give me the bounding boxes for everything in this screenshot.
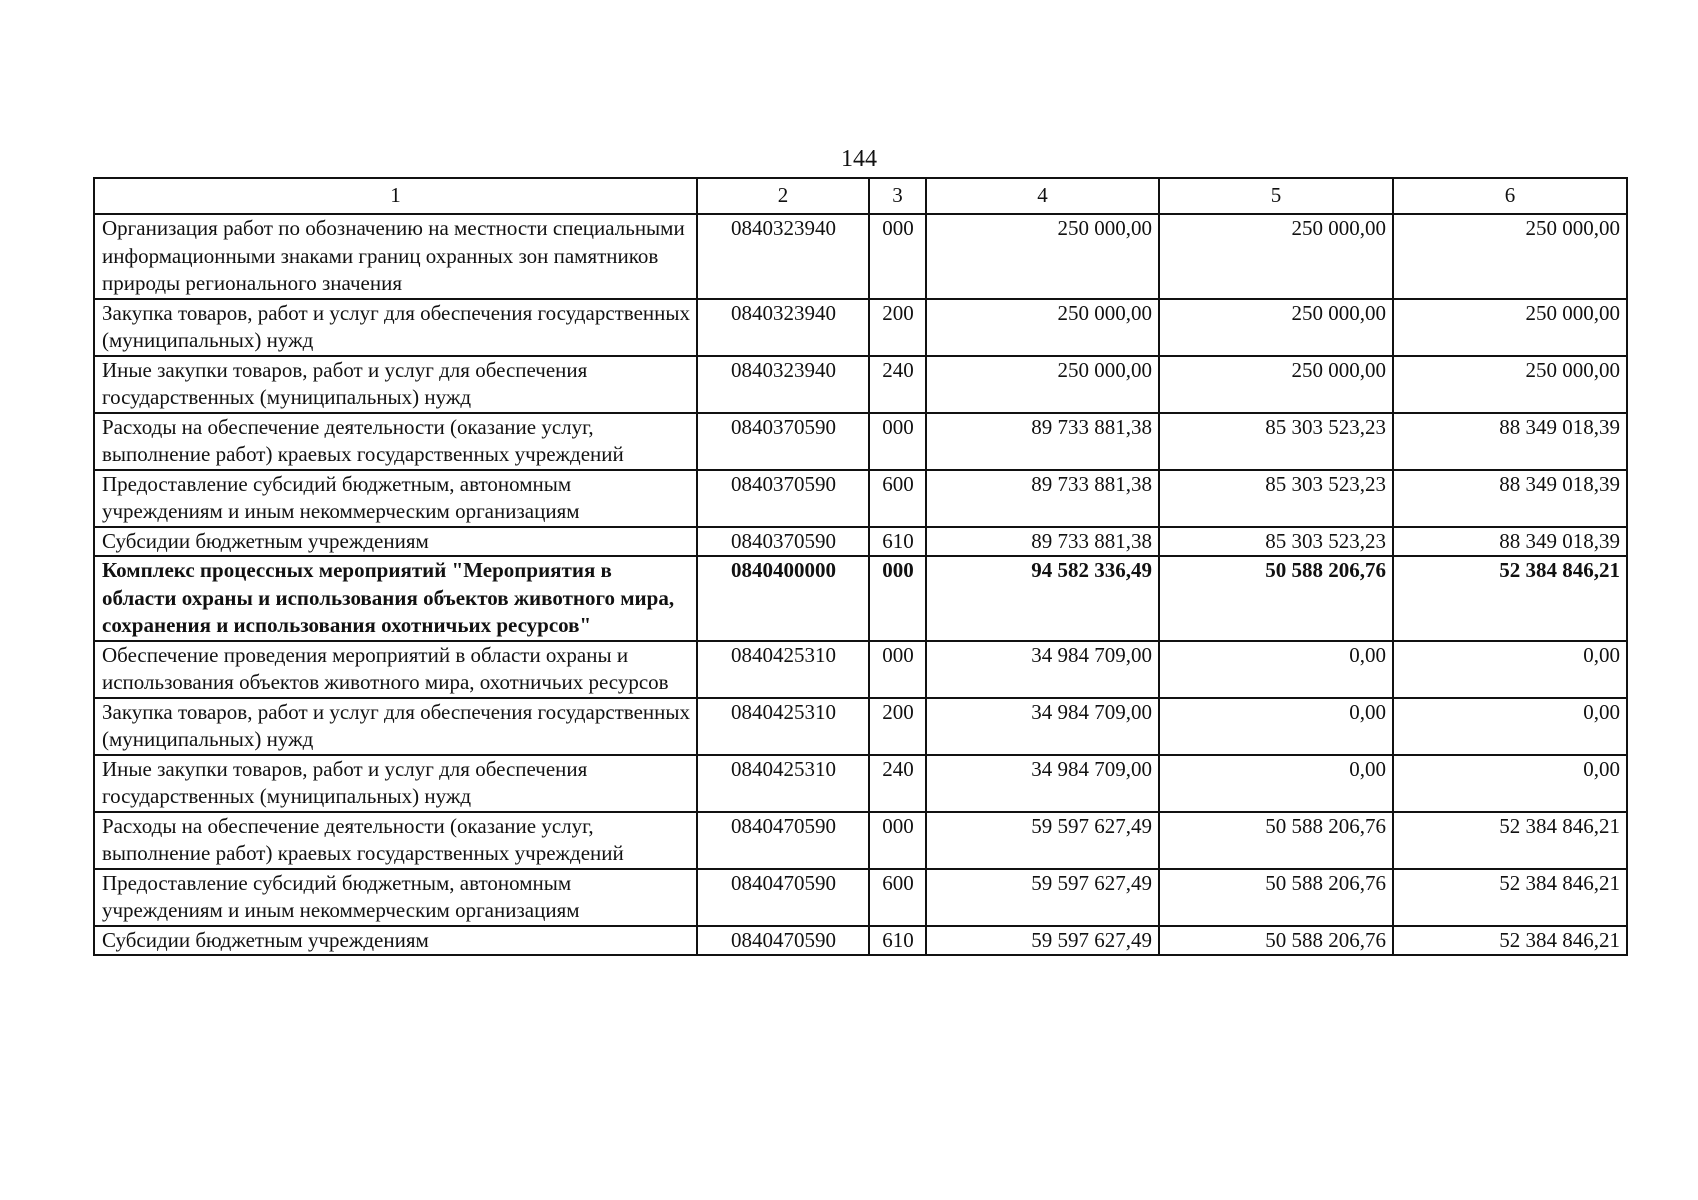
amount-col-5: 250 000,00 (1159, 214, 1393, 299)
table-row (94, 812, 1627, 869)
table-row (94, 527, 1627, 557)
amount-col-5: 85 303 523,23 (1159, 470, 1393, 527)
table-header-row (94, 178, 1627, 214)
table-row (94, 413, 1627, 470)
table-row (94, 356, 1627, 413)
amount-col-6: 88 349 018,39 (1393, 527, 1627, 557)
amount-col-4: 89 733 881,38 (926, 413, 1159, 470)
amount-col-5: 250 000,00 (1159, 299, 1393, 356)
target-code: 0840470590 (697, 869, 869, 926)
expense-name: Организация работ по обозначению на местности специальными информационными знаками границ охранных зон памятников природы регионального значения (94, 214, 697, 299)
amount-col-5: 0,00 (1159, 698, 1393, 755)
amount-col-4: 59 597 627,49 (926, 812, 1159, 869)
expense-type-code: 600 (869, 470, 926, 527)
target-code: 0840425310 (697, 698, 869, 755)
amount-col-5: 50 588 206,76 (1159, 556, 1393, 641)
expense-name: Субсидии бюджетным учреждениям (94, 527, 697, 557)
expense-name: Иные закупки товаров, работ и услуг для обеспечения государственных (муниципальных) нужд (94, 755, 697, 812)
table-row (94, 755, 1627, 812)
column-header-1: 1 (94, 178, 697, 214)
amount-col-4: 59 597 627,49 (926, 869, 1159, 926)
column-header-3: 3 (869, 178, 926, 214)
column-header-5: 5 (1159, 178, 1393, 214)
expense-type-code: 000 (869, 812, 926, 869)
amount-col-5: 85 303 523,23 (1159, 527, 1393, 557)
table-row (94, 470, 1627, 527)
expense-name: Закупка товаров, работ и услуг для обеспечения государственных (муниципальных) нужд (94, 698, 697, 755)
expense-type-code: 600 (869, 869, 926, 926)
table-row-section (94, 556, 1627, 641)
expense-name: Иные закупки товаров, работ и услуг для обеспечения государственных (муниципальных) нужд (94, 356, 697, 413)
amount-col-6: 52 384 846,21 (1393, 812, 1627, 869)
table-row (94, 869, 1627, 926)
target-code: 0840425310 (697, 755, 869, 812)
amount-col-5: 85 303 523,23 (1159, 413, 1393, 470)
table-row (94, 926, 1627, 956)
column-header-2: 2 (697, 178, 869, 214)
amount-col-5: 50 588 206,76 (1159, 812, 1393, 869)
amount-col-6: 52 384 846,21 (1393, 926, 1627, 956)
table-row (94, 698, 1627, 755)
target-code: 0840370590 (697, 527, 869, 557)
amount-col-5: 50 588 206,76 (1159, 926, 1393, 956)
amount-col-5: 50 588 206,76 (1159, 869, 1393, 926)
target-code: 0840470590 (697, 926, 869, 956)
amount-col-4: 89 733 881,38 (926, 527, 1159, 557)
target-code: 0840425310 (697, 641, 869, 698)
expense-name: Закупка товаров, работ и услуг для обеспечения государственных (муниципальных) нужд (94, 299, 697, 356)
amount-col-6: 52 384 846,21 (1393, 556, 1627, 641)
amount-col-6: 52 384 846,21 (1393, 869, 1627, 926)
amount-col-4: 250 000,00 (926, 214, 1159, 299)
amount-col-6: 250 000,00 (1393, 299, 1627, 356)
expense-type-code: 200 (869, 299, 926, 356)
expense-name: Субсидии бюджетным учреждениям (94, 926, 697, 956)
table-row (94, 299, 1627, 356)
amount-col-5: 0,00 (1159, 755, 1393, 812)
expense-name: Расходы на обеспечение деятельности (оказание услуг, выполнение работ) краевых государственных учреждений (94, 812, 697, 869)
amount-col-6: 0,00 (1393, 698, 1627, 755)
target-code: 0840323940 (697, 299, 869, 356)
budget-table (93, 177, 1628, 956)
amount-col-4: 59 597 627,49 (926, 926, 1159, 956)
expense-type-code: 000 (869, 214, 926, 299)
expense-type-code: 610 (869, 926, 926, 956)
expense-type-code: 000 (869, 556, 926, 641)
amount-col-6: 250 000,00 (1393, 214, 1627, 299)
target-code: 0840323940 (697, 214, 869, 299)
amount-col-4: 34 984 709,00 (926, 698, 1159, 755)
page-number: 144 (841, 146, 877, 172)
expense-type-code: 200 (869, 698, 926, 755)
expense-name: Расходы на обеспечение деятельности (оказание услуг, выполнение работ) краевых государственных учреждений (94, 413, 697, 470)
amount-col-4: 250 000,00 (926, 356, 1159, 413)
expense-name: Обеспечение проведения мероприятий в области охраны и использования объектов животного мира, охотничьих ресурсов (94, 641, 697, 698)
column-header-6: 6 (1393, 178, 1627, 214)
amount-col-4: 34 984 709,00 (926, 641, 1159, 698)
amount-col-4: 94 582 336,49 (926, 556, 1159, 641)
expense-name: Предоставление субсидий бюджетным, автономным учреждениям и иным некоммерческим организациям (94, 869, 697, 926)
amount-col-5: 0,00 (1159, 641, 1393, 698)
expense-name: Комплекс процессных мероприятий "Мероприятия в области охраны и использования объектов животного мира, сохранения и использования охотничьих ресурсов" (94, 556, 697, 641)
column-header-4: 4 (926, 178, 1159, 214)
expense-type-code: 000 (869, 413, 926, 470)
expense-type-code: 240 (869, 755, 926, 812)
amount-col-4: 34 984 709,00 (926, 755, 1159, 812)
table-row (94, 641, 1627, 698)
amount-col-6: 88 349 018,39 (1393, 413, 1627, 470)
expense-type-code: 000 (869, 641, 926, 698)
target-code: 0840323940 (697, 356, 869, 413)
expense-type-code: 610 (869, 527, 926, 557)
expense-name: Предоставление субсидий бюджетным, автономным учреждениям и иным некоммерческим организациям (94, 470, 697, 527)
amount-col-6: 250 000,00 (1393, 356, 1627, 413)
target-code: 0840370590 (697, 413, 869, 470)
amount-col-6: 88 349 018,39 (1393, 470, 1627, 527)
table-row (94, 214, 1627, 299)
target-code: 0840470590 (697, 812, 869, 869)
target-code: 0840400000 (697, 556, 869, 641)
amount-col-5: 250 000,00 (1159, 356, 1393, 413)
amount-col-6: 0,00 (1393, 755, 1627, 812)
amount-col-4: 89 733 881,38 (926, 470, 1159, 527)
amount-col-6: 0,00 (1393, 641, 1627, 698)
amount-col-4: 250 000,00 (926, 299, 1159, 356)
expense-type-code: 240 (869, 356, 926, 413)
target-code: 0840370590 (697, 470, 869, 527)
